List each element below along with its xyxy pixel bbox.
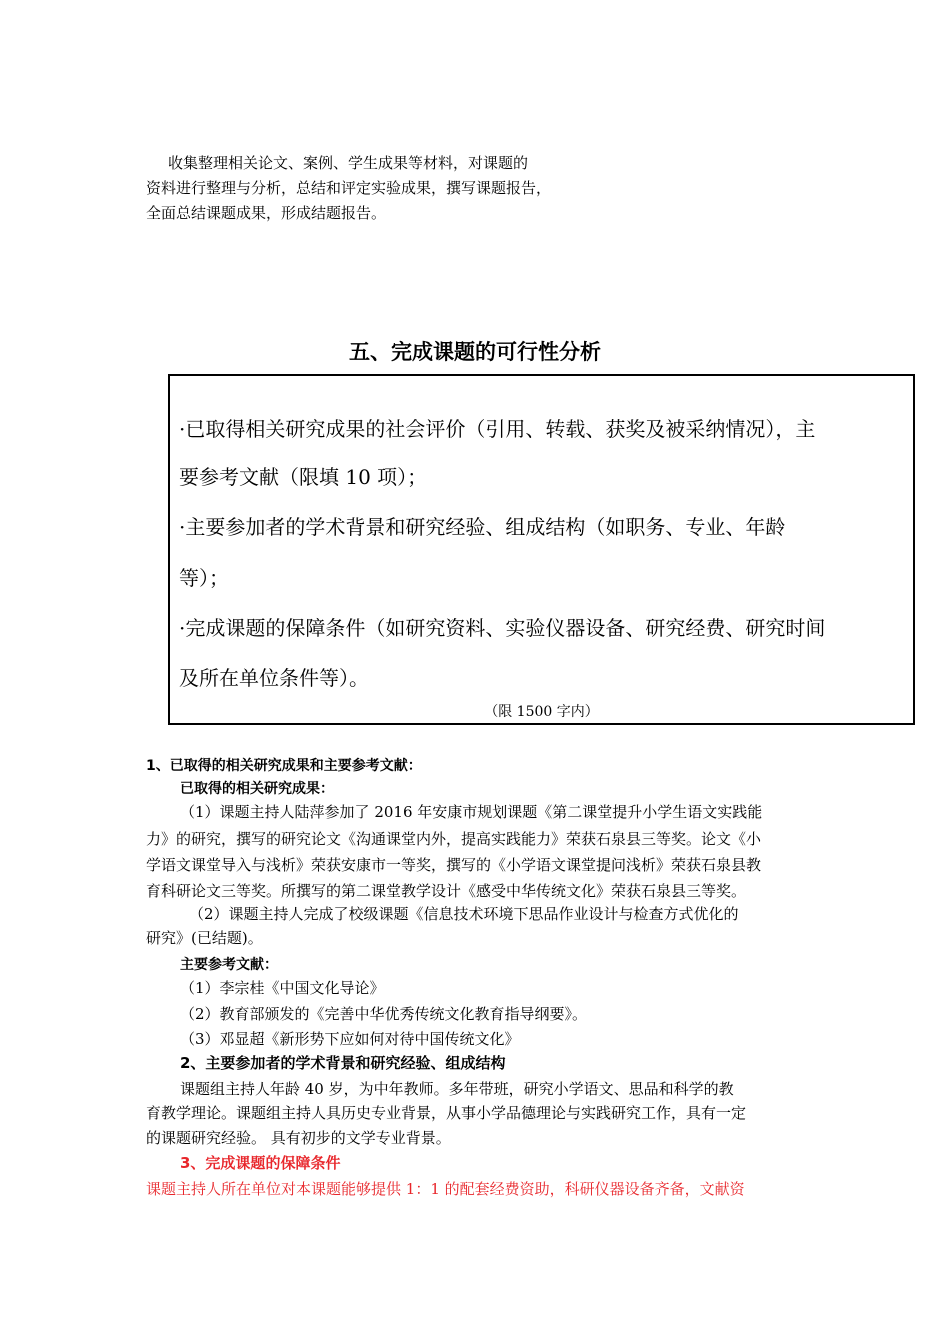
guarantee-line-1: 课题主持人所在单位对本课题能够提供 1：1 的配套经费资助，科研仪器设备齐备，文献资 [146,1180,745,1198]
results2-line-1: （2）课题主持人完成了校级课题《信息技术环境下思品作业设计与检查方式优化的 [189,905,739,923]
subheading-references: 主要参考文献： [180,957,278,973]
results-line-2: 力》的研究，撰写的研究论文《沟通课堂内外，提高实践能力》荣获石泉县三等奖。论文《小 [146,830,762,848]
background-line-2: 育教学理论。课题组主持人具历史专业背景，从事小学品德理论与实践研究工作，具有一定 [146,1104,747,1122]
reference-3: （3）邓显超《新形势下应如何对待中国传统文化》 [180,1030,520,1048]
intro-line-2: 资料进行整理与分析，总结和评定实验成果，撰写课题报告， [146,179,552,197]
heading-2: 2、主要参加者的学术背景和研究经验、组成结构 [180,1054,506,1072]
section-title: 五、完成课题的可行性分析 [349,340,601,364]
heading-3: 3、完成课题的保障条件 [180,1154,341,1172]
reference-2: （2）教育部颁发的《完善中华优秀传统文化教育指导纲要》。 [180,1005,588,1023]
results-line-4: 育科研论文三等奖。所撰写的第二课堂教学设计《感受中华传统文化》荣获石泉县三等奖。 [146,882,747,900]
intro-line-3: 全面总结课题成果，形成结题报告。 [146,204,387,222]
heading-1: 1、已取得的相关研究成果和主要参考文献： [146,758,422,774]
box-line-1: ·已取得相关研究成果的社会评价（引用、转载、获奖及被采纳情况），主 [179,417,816,441]
background-line-1: 课题组主持人年龄 40 岁，为中年教师。多年带班，研究小学语文、思品和科学的教 [180,1080,734,1098]
box-line-6: 及所在单位条件等）。 [179,666,369,690]
reference-1: （1）李宗桂《中国文化导论》 [180,979,385,997]
box-note: （限 1500 字内） [484,704,599,720]
box-line-5: ·完成课题的保障条件（如研究资料、实验仪器设备、研究经费、研究时间 [179,616,826,640]
instruction-box [168,374,915,725]
results-line-1: （1）课题主持人陆萍参加了 2016 年安康市规划课题《第二课堂提升小学生语文实践能 [180,803,763,821]
results-line-3: 学语文课堂导入与浅析》荣获安康市一等奖，撰写的《小学语文课堂提问浅析》荣获石泉县教 [146,856,762,874]
intro-line-1: 收集整理相关论文、案例、学生成果等材料，对课题的 [168,154,529,172]
box-line-2: 要参考文献（限填 10 项）； [179,465,428,489]
subheading-results: 已取得的相关研究成果： [180,781,334,797]
results2-line-2: 研究》(已结题)。 [146,929,263,947]
box-line-3: ·主要参加者的学术背景和研究经验、组成结构（如职务、专业、年龄 [179,515,786,539]
background-line-3: 的课题研究经验。 具有初步的文学专业背景。 [146,1129,451,1147]
box-line-4: 等）； [179,566,229,590]
